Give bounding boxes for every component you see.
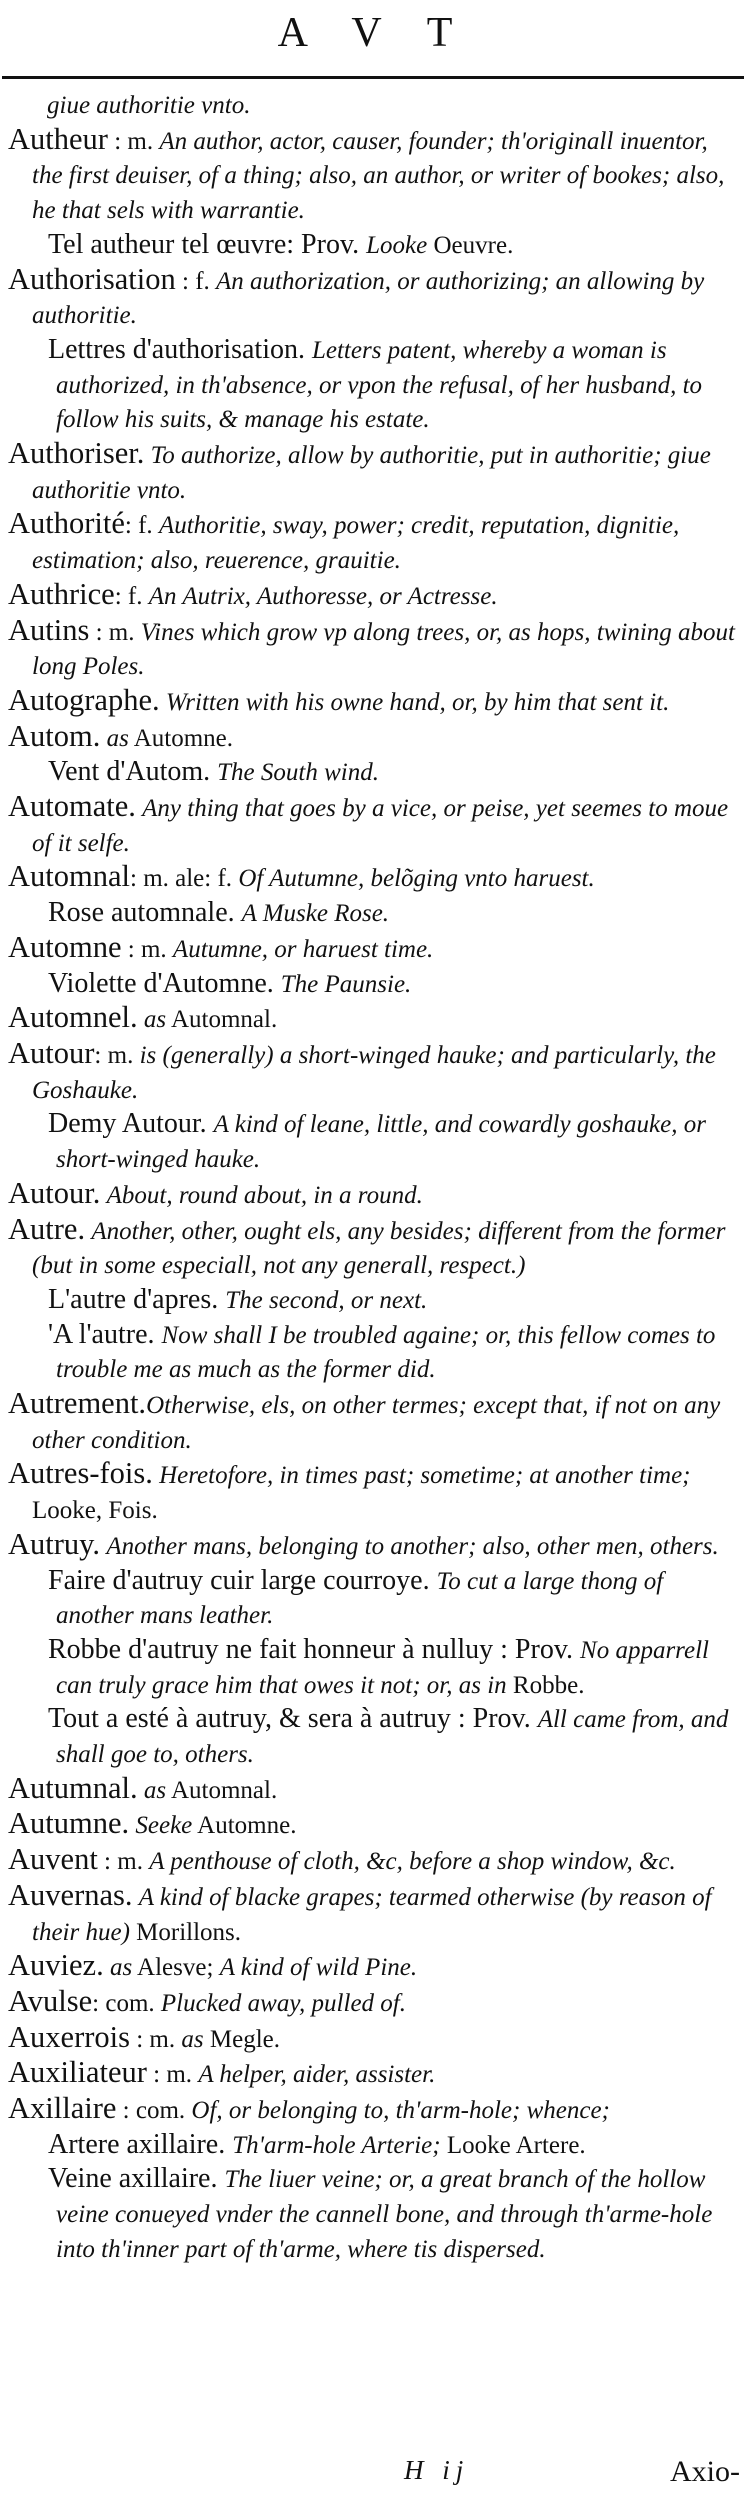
definition: Seeke	[135, 1812, 193, 1840]
definition: is (generally) a short-winged hauke; and particularly, the Goshauke.	[32, 1041, 716, 1104]
headword: Autumnal.	[8, 1770, 138, 1805]
headword: Tel autheur tel œuvre: Prov.	[48, 228, 367, 260]
definition: Vines which grow vp along trees, or, as hops, twining about long Poles.	[32, 618, 735, 681]
dictionary-entry	[0, 1807, 742, 1843]
headword: Autographe.	[8, 682, 160, 717]
definition: The second, or next.	[225, 1286, 428, 1314]
sub-entry	[0, 2162, 742, 2266]
grammar-label: : m.	[146, 2061, 199, 2089]
cross-reference: Morillons.	[129, 1918, 242, 1946]
cross-reference: Oeuvre.	[427, 231, 514, 259]
headword: Automnel.	[8, 1000, 138, 1035]
headword: Vent d'Autom.	[48, 756, 218, 788]
dictionary-entry	[0, 1528, 742, 1564]
headword: Auxiliateur	[8, 2055, 147, 2090]
definition: Plucked away, pulled of.	[160, 1989, 406, 2017]
headword: Auvernas.	[8, 1877, 133, 1912]
headword: Demy Autour.	[48, 1108, 214, 1140]
cross-reference: Megle.	[203, 2025, 280, 2053]
headword: Automate.	[8, 789, 136, 824]
headword: 'A l'autre.	[48, 1318, 162, 1350]
grammar-label: : com.	[116, 2097, 192, 2125]
cross-reference: Automne.	[192, 1812, 297, 1840]
dictionary-entry	[0, 437, 742, 507]
definition: as	[181, 2025, 204, 2053]
headword: Autheur	[8, 121, 108, 156]
cross-reference: Automnal.	[166, 1776, 278, 1804]
headword: Robbe d'autruy ne fait honneur à nulluy : Prov.	[48, 1633, 581, 1665]
grammar-label: : m.	[129, 2025, 182, 2053]
headword: Autres-fois.	[8, 1456, 153, 1491]
sub-entry	[0, 755, 742, 790]
grammar-label: : com.	[92, 1989, 161, 2017]
headword: Veine axillaire.	[48, 2163, 225, 2195]
definition: as	[106, 724, 129, 752]
cross-reference: Automne.	[128, 724, 234, 752]
headword: Autour.	[8, 1175, 101, 1210]
dictionary-entry	[0, 2021, 742, 2057]
definition: Written with his owne hand, or, by him that sent it.	[165, 688, 670, 716]
headword: Lettres d'authorisation.	[48, 333, 312, 365]
grammar-label: : m. ale: f.	[130, 865, 239, 893]
running-head: A V T	[277, 10, 471, 56]
grammar-label: : f.	[124, 512, 159, 540]
definition: The South wind.	[217, 759, 379, 787]
headword: Authoriser.	[8, 436, 145, 471]
catchword: Axio-	[670, 2455, 740, 2488]
dictionary-entry	[0, 1177, 742, 1213]
headword: Autrement.	[8, 1386, 147, 1421]
dictionary-entry	[0, 790, 742, 860]
headword: Authorité	[8, 506, 125, 541]
definition: About, round about, in a round.	[106, 1181, 423, 1209]
dictionary-entry	[0, 614, 742, 684]
page-footer	[0, 2455, 748, 2495]
signature-mark: H ij	[404, 2455, 470, 2485]
dictionary-entry	[0, 1843, 742, 1879]
definition: Autumne, or haruest time.	[172, 935, 434, 963]
sub-entry	[0, 1107, 742, 1176]
dictionary-entry	[0, 1949, 742, 1985]
entry-continuation	[0, 88, 742, 123]
headword: Autour	[8, 1035, 95, 1070]
dictionary-entry	[0, 860, 742, 896]
dictionary-entry	[0, 1985, 742, 2021]
definition: The Paunsie.	[280, 970, 412, 998]
definition: Another, other, ought els, any besides; different from the former (but in some especiall, not any generall, respect.)	[32, 1217, 726, 1280]
headword: Auviez.	[8, 1948, 104, 1983]
sub-entry	[0, 1702, 742, 1771]
headword: Autom.	[8, 718, 101, 753]
definition: Authoritie, sway, power; credit, reputation, dignitie, estimation; also, reuerence, grauitie.	[32, 512, 680, 575]
definition: Another mans, belonging to another; also, other men, others.	[106, 1532, 719, 1560]
cross-reference: Looke Artere.	[440, 2131, 586, 2159]
dictionary-entry	[0, 507, 742, 577]
headword: Avulse	[8, 1983, 93, 2018]
headword: Automnal	[8, 859, 130, 894]
definition: Th'arm-hole Arterie;	[232, 2131, 441, 2159]
headword: Violette d'Automne.	[48, 967, 281, 999]
sub-entry	[0, 1283, 742, 1318]
definition: giue authoritie vnto.	[47, 92, 251, 119]
sub-entry	[0, 1564, 742, 1633]
dictionary-entry	[0, 1772, 742, 1808]
definition: An authorization, or authorizing; an allowing by authoritie.	[32, 267, 705, 330]
dictionary-entry	[0, 1001, 742, 1037]
definition: as	[143, 1776, 167, 1804]
grammar-label: : f.	[175, 267, 217, 295]
entries-column	[0, 88, 742, 2267]
grammar-label: : f.	[114, 582, 149, 610]
dictionary-entry	[0, 2056, 742, 2092]
grammar-label: : m.	[89, 618, 141, 646]
definition: Of, or belonging to, th'arm-hole; whence;	[191, 2097, 610, 2125]
headword: Axillaire	[8, 2091, 117, 2126]
definition-tail: A kind of wild Pine.	[219, 1954, 418, 1982]
dictionary-entry	[0, 2092, 742, 2128]
sub-entry	[0, 896, 742, 931]
definition: A Muske Rose.	[241, 900, 390, 928]
headword: Autruy.	[8, 1526, 101, 1561]
cross-reference: Automnal.	[166, 1006, 278, 1034]
grammar-label: : m.	[121, 935, 173, 963]
definition: A penthouse of cloth, &c, before a shop window, &c.	[149, 1848, 676, 1876]
dictionary-entry	[0, 1457, 742, 1527]
headword: Auvent	[8, 1842, 98, 1877]
definition: The liuer veine; or, a great branch of the hollow veine conueyed vnder the cannell bone, and through th'arme-hole into th'inner part of th'arme, where tis dispersed.	[56, 2166, 713, 2263]
definition: To authorize, allow by authoritie, put in authoritie; giue authoritie vnto.	[32, 442, 711, 504]
headword: Autumne.	[8, 1806, 130, 1841]
dictionary-entry	[0, 578, 742, 614]
definition: A kind of blacke grapes; tearmed otherwise (by reason of their hue)	[32, 1883, 712, 1946]
definition: No apparrell can truly grace him that owes it not; or, as in	[56, 1636, 709, 1699]
dictionary-entry	[0, 123, 742, 228]
definition: An Autrix, Authoresse, or Actresse.	[148, 582, 498, 610]
headword: Tout a esté à autruy, & sera à autruy : Prov.	[48, 1703, 538, 1735]
headword: Authrice	[8, 576, 115, 611]
grammar-label: : m.	[97, 1848, 150, 1876]
headword: Autins	[8, 612, 90, 647]
header-rule	[2, 76, 744, 79]
dictionary-entry	[0, 263, 742, 333]
definition: All came from, and shall goe to, others.	[56, 1706, 729, 1769]
headword: Rose automnale.	[48, 897, 242, 929]
headword: Autre.	[8, 1211, 86, 1246]
dictionary-entry	[0, 684, 742, 720]
definition: Heretofore, in times past; sometime; at another time;	[159, 1462, 691, 1490]
dictionary-entry	[0, 1213, 742, 1283]
dictionary-entry	[0, 720, 742, 756]
sub-entry	[0, 228, 742, 263]
cross-reference: Looke, Fois.	[32, 1497, 158, 1525]
sub-entry	[0, 333, 742, 437]
dictionary-entry	[0, 1037, 742, 1107]
sub-entry	[0, 967, 742, 1002]
grammar-label: : m.	[107, 127, 160, 155]
definition: A helper, aider, assister.	[198, 2061, 436, 2089]
definition: Letters patent, whereby a woman is authorized, in th'absence, or vpon the refusal, of her husband, to follow his suits, & manage his estate.	[56, 336, 703, 434]
dictionary-entry	[0, 1387, 742, 1457]
definition: Of Autumne, belõging vnto haruest.	[238, 865, 595, 893]
headword: Faire d'autruy cuir large courroye.	[48, 1564, 437, 1596]
cross-reference: Robbe.	[506, 1671, 585, 1699]
definition: A kind of leane, little, and cowardly goshauke, or short-winged hauke.	[56, 1111, 706, 1174]
sub-entry	[0, 2128, 742, 2163]
headword: Automne	[8, 929, 122, 964]
definition: as	[143, 1006, 167, 1034]
definition: An author, actor, causer, founder; th'originall inuentor, the first deuiser, of a thing; also, an author, or writer of bookes; also, he that sels with warrantie.	[32, 127, 725, 225]
definition: Looke	[366, 231, 428, 259]
headword: Artere axillaire.	[48, 2128, 233, 2160]
sub-entry	[0, 1318, 742, 1387]
sub-entry	[0, 1633, 742, 1702]
dictionary-entry	[0, 931, 742, 967]
headword: L'autre d'apres.	[48, 1283, 226, 1315]
definition: Any thing that goes by a vice, or peise, yet seemes to moue of it selfe.	[32, 795, 729, 857]
definition: Now shall I be troubled againe; or, this fellow comes to trouble me as much as the former did.	[56, 1321, 716, 1384]
headword: Authorisation	[8, 261, 176, 296]
headword: Auxerrois	[8, 2019, 130, 2054]
grammar-label: : m.	[94, 1041, 140, 1069]
definition: as	[109, 1954, 133, 1982]
definition: To cut a large thong of another mans leather.	[56, 1567, 664, 1630]
cross-reference: Alesve;	[132, 1954, 220, 1982]
definition: Otherwise, els, on other termes; except that, if not on any other condition.	[32, 1392, 721, 1454]
dictionary-entry	[0, 1879, 742, 1949]
